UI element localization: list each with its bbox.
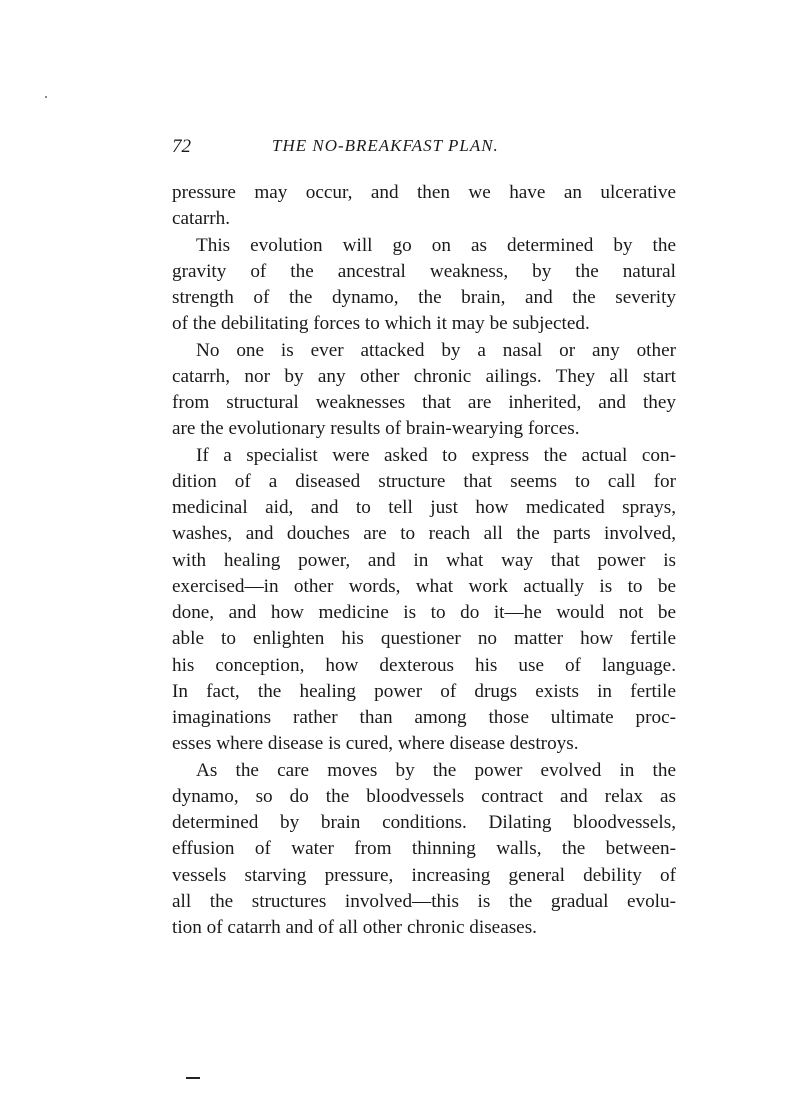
text-line: exercised—in other words, what work actually is to be xyxy=(172,575,676,597)
text-line: In fact, the healing power of drugs exists in fertile xyxy=(172,680,676,702)
text-line: tion of catarrh and of all other chronic diseases. xyxy=(172,917,537,938)
running-title: THE NO-BREAKFAST PLAN. xyxy=(272,136,499,155)
text-line: esses where disease is cured, where disease destroys. xyxy=(172,733,579,755)
text-line: If a specialist were asked to express the actual con- xyxy=(196,444,676,466)
text-line: effusion of water from thinning walls, the between- xyxy=(172,838,676,860)
text-line: his conception, how dexterous his use of language. xyxy=(172,654,676,676)
scan-mark xyxy=(186,1077,200,1079)
text-line: able to enlighten his questioner no matter how fertile xyxy=(172,628,676,650)
text-line: from structural weaknesses that are inherited, and they xyxy=(172,392,676,413)
text-line: imaginations rather than among those ultimate proc- xyxy=(172,707,676,728)
page-number: 72 xyxy=(172,136,191,157)
text-line: all the structures involved—this is the gradual evolu- xyxy=(172,890,676,912)
text-line: catarrh, nor by any other chronic ailings. They all start xyxy=(172,365,676,387)
text-line: As the care moves by the power evolved in the xyxy=(196,759,676,781)
text-line: with healing power, and in what way that power is xyxy=(172,549,676,571)
paragraph xyxy=(172,180,676,233)
running-header xyxy=(172,136,676,160)
scan-speck xyxy=(45,96,47,98)
text-line: are the evolutionary results of brain-wearying forces. xyxy=(172,418,580,440)
text-line: gravity of the ancestral weakness, by the natural xyxy=(172,260,676,282)
text-line: determined by brain conditions. Dilating bloodvessels, xyxy=(172,812,676,833)
paragraph xyxy=(172,758,676,942)
text-line: catarrh. xyxy=(172,208,231,230)
text-line: strength of the dynamo, the brain, and the severity xyxy=(172,287,676,308)
text-line: dynamo, so do the bloodvessels contract and relax as xyxy=(172,785,676,807)
text-line: done, and how medicine is to do it—he would not be xyxy=(172,602,676,623)
text-line: dition of a diseased structure that seems to call for xyxy=(172,470,676,492)
paragraph xyxy=(172,443,676,758)
text-line: No one is ever attacked by a nasal or any other xyxy=(196,339,676,361)
text-line: of the debilitating forces to which it may be subjected. xyxy=(172,313,590,335)
text-line: medicinal aid, and to tell just how medicated sprays, xyxy=(172,497,676,518)
text-line: washes, and douches are to reach all the parts involved, xyxy=(172,523,676,545)
page-body xyxy=(172,180,676,941)
paragraph xyxy=(172,338,676,443)
text-line: This evolution will go on as determined by the xyxy=(196,234,676,256)
paragraph xyxy=(172,233,676,338)
text-line: pressure may occur, and then we have an ulcerative xyxy=(172,182,676,203)
text-line: vessels starving pressure, increasing general debility of xyxy=(172,864,676,886)
